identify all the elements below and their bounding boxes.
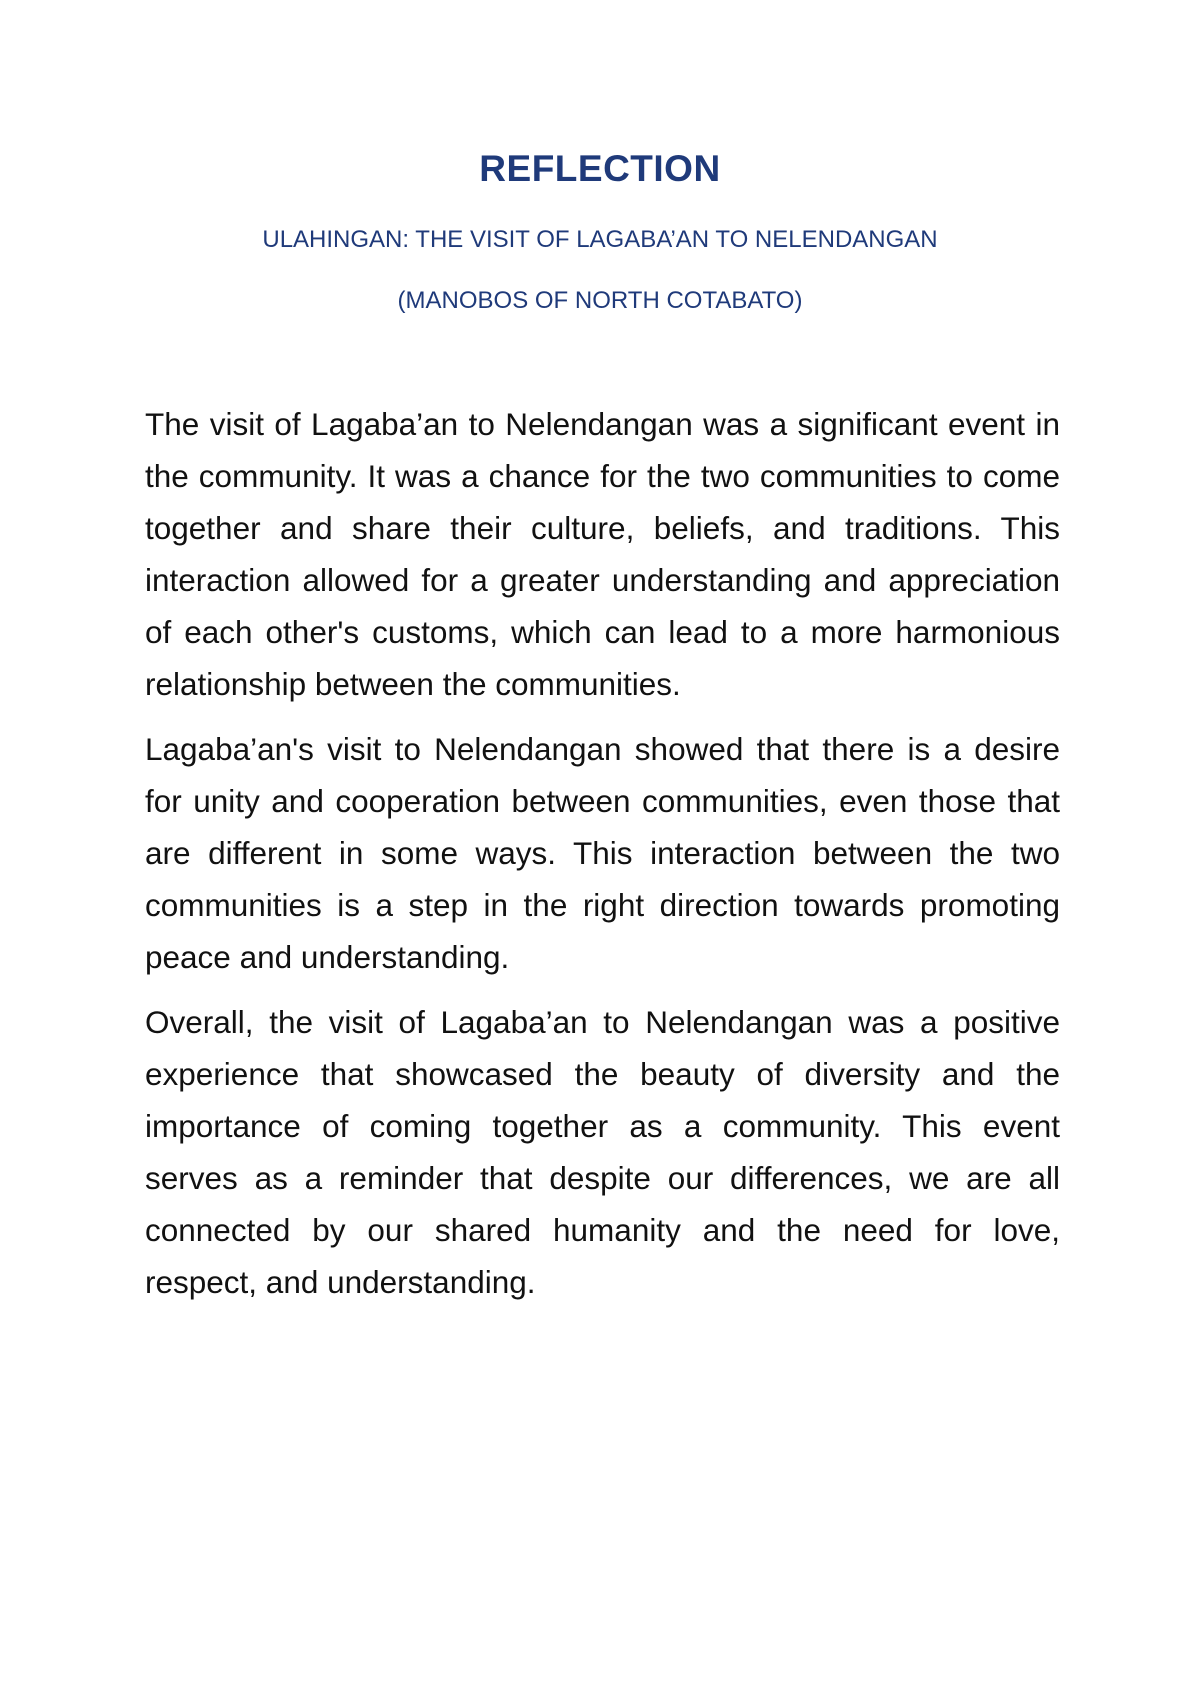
- paragraph-2: Lagaba’an's visit to Nelendangan showed that there is a desire for unity and cooperation between communities, even those that are different in some ways. This interaction between the two communities is a step in the right direction towards promoting peace and understanding.: [145, 731, 1060, 975]
- paragraph-3: Overall, the visit of Lagaba’an to Nelendangan was a positive experience that showcased the beauty of diversity and the importance of coming together as a community. This event serves as a reminder that despite our differences, we are all connected by our shared humanity and the need for love, respect, and understanding.: [145, 1004, 1060, 1300]
- reflection-body: [145, 398, 1060, 1321]
- subtitle-line-2: (MANOBOS OF NORTH COTABATO): [397, 287, 803, 314]
- subtitle-line-1: ULAHINGAN: THE VISIT OF LAGABA’AN TO NELENDANGAN: [262, 226, 938, 253]
- page-title: REFLECTION: [479, 148, 721, 189]
- paragraph-1: The visit of Lagaba’an to Nelendangan was a significant event in the community. It was a chance for the two communities to come together and share their culture, beliefs, and traditions. This interaction allowed for a greater understanding and appreciation of each other's customs, which can lead to a more harmonious relationship between the communities.: [145, 406, 1060, 702]
